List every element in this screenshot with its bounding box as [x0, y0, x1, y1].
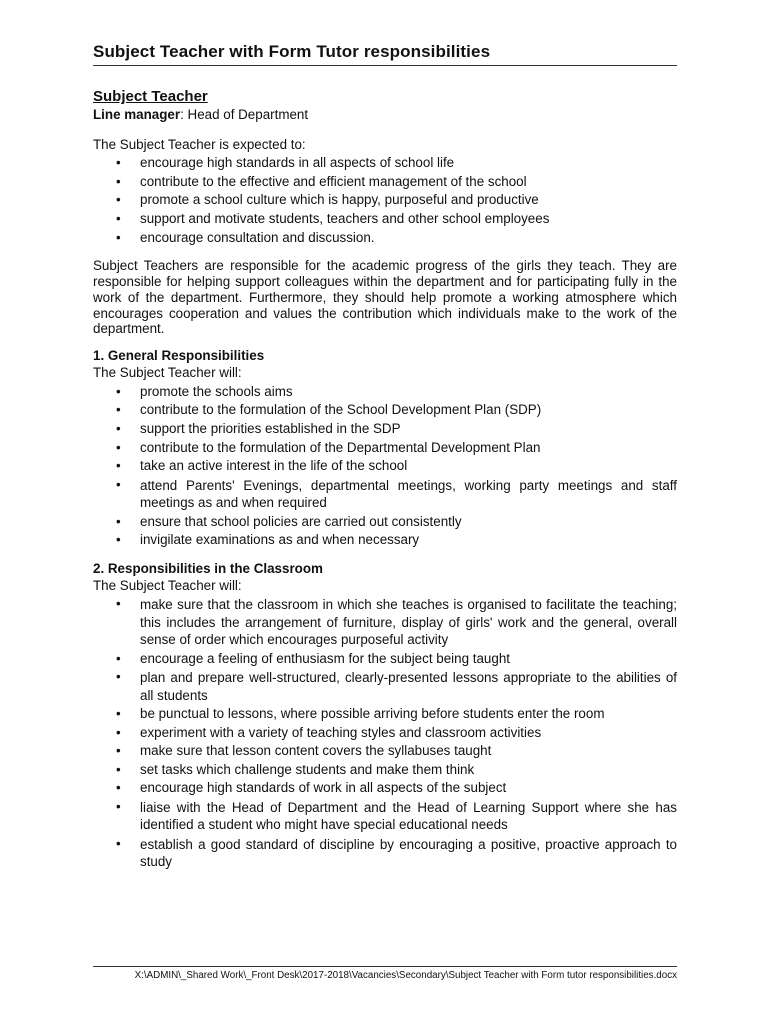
line-manager — [93, 106, 677, 125]
classroom-intro: The Subject Teacher will: — [93, 577, 242, 593]
list-item: • ensure that school policies are carried out consistently — [116, 513, 462, 529]
list-item: • encourage consultation and discussion. — [116, 229, 375, 245]
list-item: • encourage a feeling of enthusiasm for the subject being taught — [116, 650, 510, 666]
line-manager-value: : Head of Department — [180, 107, 309, 122]
list-item: • make sure that lesson content covers the syllabuses taught — [116, 743, 492, 759]
page-title: Subject Teacher with Form Tutor responsibilities — [93, 40, 677, 66]
list-item: • contribute to the formulation of the School Development Plan (SDP) — [116, 402, 542, 418]
section-heading-general: 1. General Responsibilities — [93, 348, 265, 364]
list-item: • support and motivate students, teachers and other school employees — [116, 210, 550, 226]
list-item: • attend Parents' Evenings, departmental meetings, working party meetings and staff meetings as and when required — [116, 476, 677, 511]
list-item: • contribute to the formulation of the Departmental Development Plan — [116, 439, 541, 455]
list-item: • make sure that the classroom in which she teaches is organised to facilitate the teaching; this includes the arrangement of furniture, display of girls' work and the general, overall sense of order which encourages purposeful activity — [116, 596, 677, 648]
list-item: • liaise with the Head of Department and the Head of Learning Support where she has identified a student who might have special educational needs — [116, 798, 677, 833]
document-page — [93, 40, 677, 872]
expectations-list — [93, 154, 677, 247]
list-item: • contribute to the effective and efficient management of the school — [116, 173, 527, 189]
section-heading-subject-teacher: Subject Teacher — [93, 88, 208, 105]
expectations-intro: The Subject Teacher is expected to: — [93, 136, 306, 152]
list-item: • be punctual to lessons, where possible arriving before students enter the room — [116, 705, 605, 721]
list-item: • experiment with a variety of teaching styles and classroom activities — [116, 724, 542, 740]
list-item: • establish a good standard of discipline by encouraging a positive, proactive approach to study — [116, 835, 677, 870]
list-item: • invigilate examinations as and when necessary — [116, 532, 420, 548]
list-item: • encourage high standards of work in all aspects of the subject — [116, 780, 507, 796]
list-item: • plan and prepare well-structured, clearly-presented lessons appropriate to the abilities of all students — [116, 669, 677, 703]
general-list — [93, 383, 677, 550]
list-item: • support the priorities established in the SDP — [116, 420, 401, 436]
list-item: • promote a school culture which is happy, purposeful and productive — [116, 192, 539, 208]
responsibility-paragraph: Subject Teachers are responsible for the academic progress of the girls they teach. They are responsible for helping support colleagues within the department and for participating fully in the work of the department. Furthermore, they should help promote a working atmosphere which encourages cooperation and values the contribution which individuals make to the work of the department. — [93, 258, 677, 337]
section-heading-classroom: 2. Responsibilities in the Classroom — [93, 560, 323, 576]
list-item: • promote the schools aims — [116, 383, 293, 399]
list-item: • encourage high standards in all aspects of school life — [116, 155, 455, 171]
line-manager-label: Line manager — [93, 107, 181, 122]
list-item: • take an active interest in the life of the school — [116, 458, 408, 474]
general-intro: The Subject Teacher will: — [93, 365, 242, 381]
classroom-list — [93, 595, 677, 871]
file-path-footer: X:\ADMIN\_Shared Work\_Front Desk\2017-2018\Vacancies\Secondary\Subject Teacher with Form tutor responsibilities.docx — [93, 966, 677, 983]
list-item: • set tasks which challenge students and make them think — [116, 761, 475, 777]
